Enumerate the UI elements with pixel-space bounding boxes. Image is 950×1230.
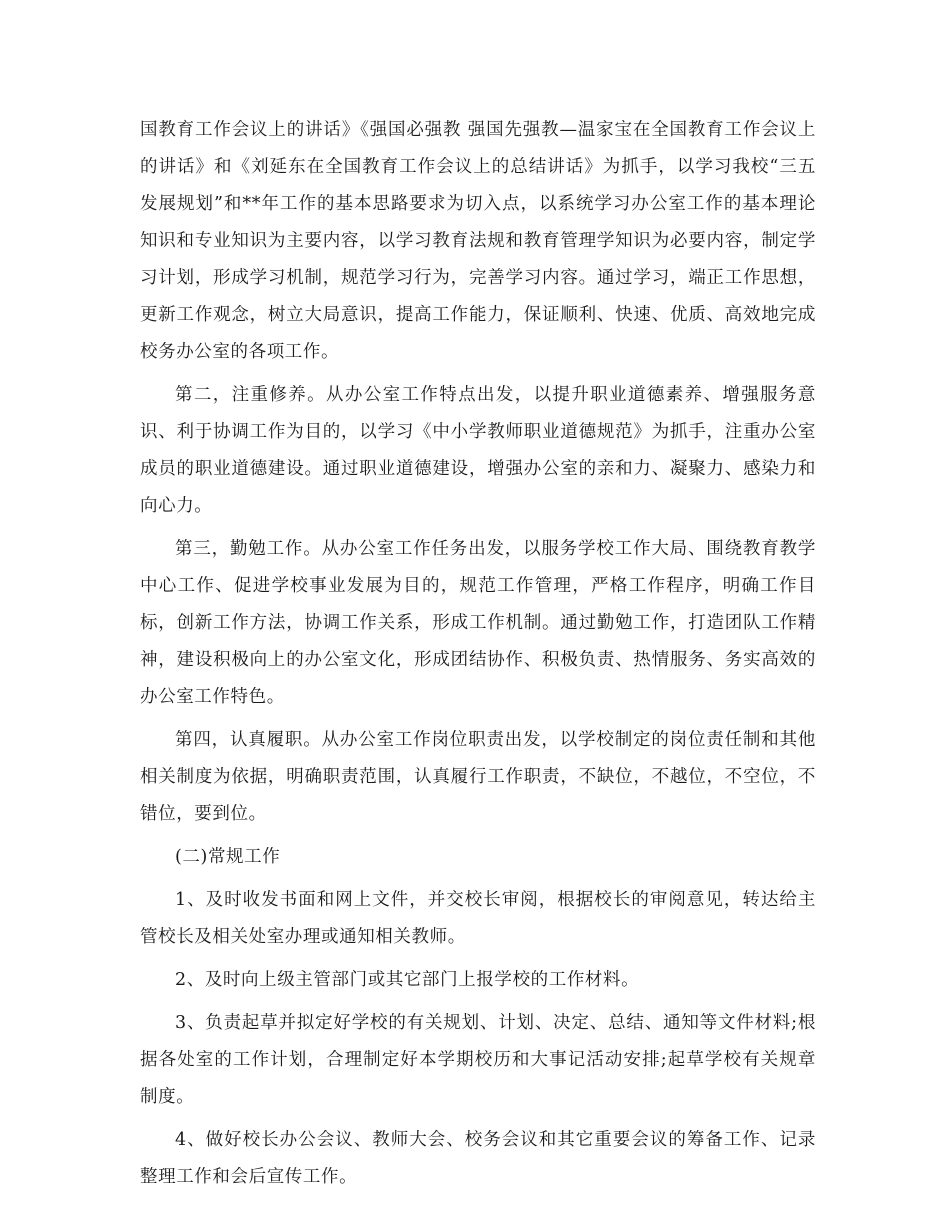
paragraph-3: 第三，勤勉工作。从办公室工作任务出发，以服务学校工作大局、围绕教育教学中心工作、促进学校事业发展为目的，规范工作管理，严格工作程序，明确工作目标，创新工作方法，协调工作关系，形成工作机制。通过勤勉工作，打造团队工作精神，建设积极向上的办公室文化，形成团结协作、积极负责、热情服务、务实高效的办公室工作特色。 — [140, 539, 816, 707]
list-item-1: 1、及时收发书面和网上文件，并交校长审阅，根据校长的审阅意见，转达给主管校长及相关处室办理或通知相关教师。 — [140, 890, 816, 947]
paragraph-2: 第二，注重修养。从办公室工作特点出发，以提升职业道德素养、增强服务意识、利于协调工作为目的，以学习《中小学教师职业道德规范》为抓手，注重办公室成员的职业道德建设。通过职业道德建设，增强办公室的亲和力、凝聚力、感染力和向心力。 — [140, 385, 816, 516]
document-body — [140, 112, 816, 1202]
list-item-2: 2、及时向上级主管部门或其它部门上报学校的工作材料。 — [175, 970, 640, 990]
paragraph-1: 国教育工作会议上的讲话》《强国必强教 强国先强教—温家宝在全国教育工作会议上的讲话》和《刘延东在全国教育工作会议上的总结讲话》为抓手，以学习我校“三五发展规划”和**年工作的基本思路要求为切入点，以系统学习办公室工作的基本理论知识和专业知识为主要内容，以学习教育法规和教育管理学知识为必要内容，制定学习计划，形成学习机制，规范学习行为，完善学习内容。通过学习，端正工作思想，更新工作观念，树立大局意识，提高工作能力，保证顺利、快速、优质、高效地完成校务办公室的各项工作。 — [140, 120, 816, 362]
list-item-4: 4、做好校长办公会议、教师大会、校务会议和其它重要会议的筹备工作、记录整理工作和会后宣传工作。 — [140, 1130, 816, 1187]
list-item-3: 3、负责起草并拟定好学校的有关规划、计划、决定、总结、通知等文件材料;根据各处室的工作计划，合理制定好本学期校历和大事记活动安排;起草学校有关规章制度。 — [140, 1013, 816, 1107]
paragraph-4: 第四，认真履职。从办公室工作岗位职责出发，以学校制定的岗位责任制和其他相关制度为依据，明确职责范围，认真履行工作职责，不缺位，不越位，不空位，不错位，要到位。 — [140, 730, 816, 824]
section-heading: (二)常规工作 — [175, 847, 281, 867]
